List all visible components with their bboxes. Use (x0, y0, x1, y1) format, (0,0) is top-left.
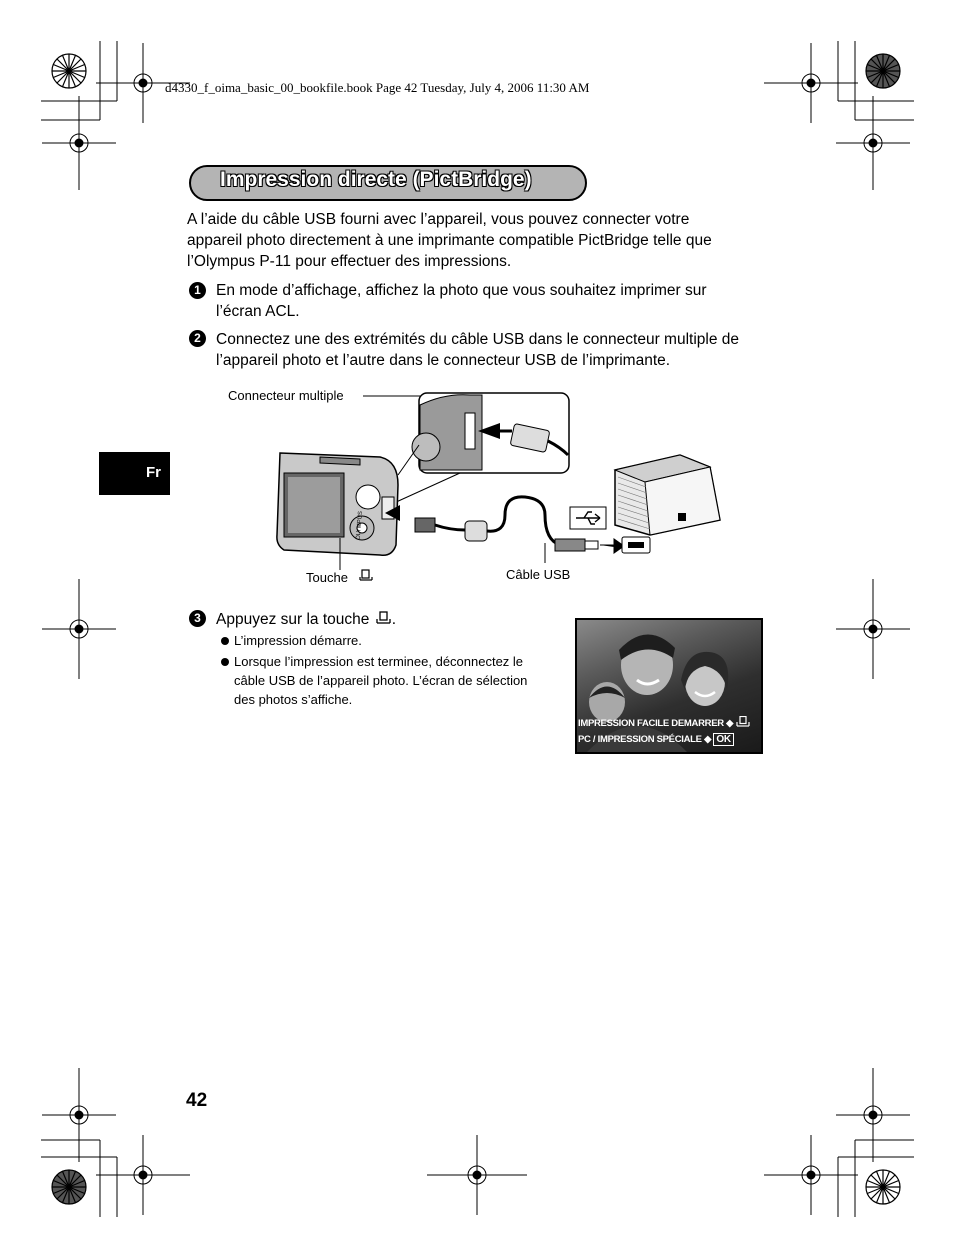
camera-image (277, 453, 398, 555)
intro-line: A l’aide du câble USB fourni avec l’appareil, vous pouvez connecter votre (187, 211, 690, 228)
diamond-icon: ◆ (726, 718, 734, 729)
bullet-line: câble USB de l’appareil photo. L’écran de sélection (234, 673, 528, 688)
bullet-line: Lorsque l’impression est terminee, déconnectez le (234, 654, 524, 669)
book-header-line: d4330_f_oima_basic_00_bookfile.book Page 42 Tuesday, July 4, 2006 11:30 AM (165, 80, 590, 95)
page-number: 42 (186, 1090, 208, 1111)
bullet-dot (221, 637, 229, 645)
print-icon (360, 570, 372, 580)
language-tab-label: Fr (146, 464, 161, 481)
connector-label: Connecteur multiple (228, 388, 344, 403)
button-label: Touche (306, 570, 348, 585)
print-icon (736, 716, 750, 727)
step-number-1: 1 (189, 282, 206, 299)
print-icon (376, 611, 392, 625)
cable-label: Câble USB (506, 567, 571, 582)
step-line: l’écran ACL. (216, 303, 300, 320)
screen-menu-line-1: IMPRESSION FACILE DEMARRER ◆ (578, 716, 760, 729)
step-line: l’appareil photo et l’autre dans le connecteur USB de l’imprimante. (216, 352, 671, 369)
bullet-text (234, 652, 564, 709)
intro-line: appareil photo directement à une imprimante compatible PictBridge telle que (187, 232, 712, 249)
step-3-label: Appuyez sur la touche (216, 611, 370, 628)
step-line: Connectez une des extrémités du câble USB dans le connecteur multiple de (216, 331, 739, 348)
step-3-text: Appuyez sur la touche . (216, 611, 396, 628)
section-title: Impression directe (PictBridge) (220, 168, 532, 191)
screen-menu-overlay (578, 715, 760, 751)
printer-image (615, 455, 720, 535)
intro-paragraph (187, 209, 787, 272)
diamond-icon: ◆ (704, 734, 712, 745)
bullet-line: L’impression démarre. (234, 633, 362, 648)
step-line: En mode d’affichage, affichez la photo que vous souhaitez imprimer sur (216, 282, 707, 299)
ok-button-icon: OK (713, 733, 733, 746)
screen-menu-line-2: PC / IMPRESSION SPÉCIALE ◆ OK (578, 733, 760, 746)
step-number-2: 2 (189, 330, 206, 347)
step-1-text (216, 280, 776, 322)
intro-line: l’Olympus P-11 pour effectuer des impressions. (187, 253, 512, 270)
step-number-3: 3 (189, 610, 206, 627)
bullet-text (234, 631, 362, 650)
connection-illustration (220, 385, 740, 590)
bullet-dot (221, 658, 229, 666)
step-2-text (216, 329, 786, 371)
camera-brand-label: OLYMPUS (355, 510, 365, 541)
bullet-line: des photos s’affiche. (234, 692, 353, 707)
